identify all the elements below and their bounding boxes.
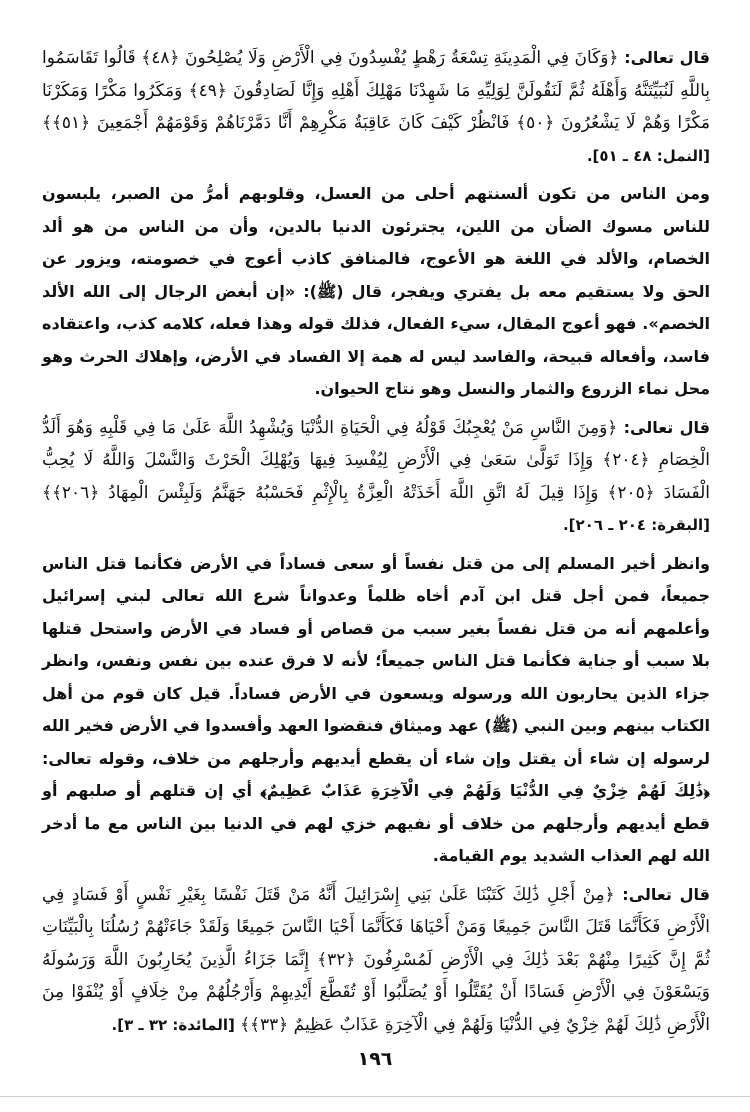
verse-text: ﴿وَكَانَ فِي الْمَدِينَةِ تِسْعَةُ رَهْطٍ يُفْسِدُونَ فِي الْأَرْضِ وَلَا يُصْلِحُونَ ﴿٤٨﴾ قَالُوا تَقَاسَمُوا بِاللَّهِ لَنُبَيِّتَنَّهُ وَأَهْلَهُ ثُمَّ لَنَقُولَنَّ لِوَلِيِّهِ مَا شَهِدْنَا مَهْلِكَ أَهْلِهِ وَإِنَّا لَصَادِقُونَ ﴿٤٩﴾ وَمَكَرُوا مَكْرًا وَمَكَرْنَا مَكْرًا وَهُمْ لَا يَشْعُرُونَ ﴿٥٠﴾ فَانْظُرْ كَيْفَ كَانَ عَاقِبَةُ مَكْرِهِمْ أَنَّا دَمَّرْنَاهُمْ وَقَوْمَهُمْ أَجْمَعِينَ ﴿٥١﴾﴾ [42, 48, 710, 133]
verse-reference: [النمل: ٤٨ ـ ٥١]. [586, 146, 710, 165]
verse-intro: قال تعالى: [618, 48, 710, 67]
verse-reference: [المائدة: ٣٢ ـ ٣]. [111, 1015, 241, 1034]
bottom-divider [0, 1096, 750, 1097]
verse-text: ﴿مِنْ أَجْلِ ذَٰلِكَ كَتَبْنَا عَلَىٰ بَنِي إِسْرَائِيلَ أَنَّهُ مَنْ قَتَلَ نَفْسًا بِغَيْرِ نَفْسٍ أَوْ فَسَادٍ فِي الْأَرْضِ فَكَأَنَّمَا قَتَلَ النَّاسَ جَمِيعًا وَمَنْ أَحْيَاهَا فَكَأَنَّمَا أَحْيَا النَّاسَ جَمِيعًا وَلَقَدْ جَاءَتْهُمْ رُسُلُنَا بِالْبَيِّنَاتِ ثُمَّ إِنَّ كَثِيرًا مِنْهُمْ بَعْدَ ذَٰلِكَ فِي الْأَرْضِ لَمُسْرِفُونَ ﴿٣٢﴾ إِنَّمَا جَزَاءُ الَّذِينَ يُحَارِبُونَ اللَّهَ وَرَسُولَهُ وَيَسْعَوْنَ فِي الْأَرْضِ فَسَادًا أَنْ يُقَتَّلُوا أَوْ يُصَلَّبُوا أَوْ تُقَطَّعَ أَيْدِيهِمْ وَأَرْجُلُهُمْ مِنْ خِلَافٍ أَوْ يُنْفَوْا مِنَ الْأَرْضِ ذَٰلِكَ لَهُمْ خِزْيٌ فِي الدُّنْيَا وَلَهُمْ فِي الْآخِرَةِ عَذَابٌ عَظِيمٌ ﴿٣٣﴾﴾ [42, 884, 711, 1035]
verse-intro: قال تعالى: [617, 417, 710, 437]
verse-block-baqarah [42, 412, 710, 542]
page-body [42, 42, 710, 1041]
verse-block-maidah [42, 879, 710, 1042]
verse-intro: قال تعالى: [614, 884, 710, 904]
commentary-paragraph: وانظر أخير المسلم إلى من قتل نفساً أو سعى فساداً في الأرض فكأنما قتل الناس جميعاً، فمن أجل قتل ابن آدم أخاه ظلماً وعدواناً شرع الله تعالى لبني إسرائيل وأعلمهم أنه من قتل نفساً بغير سبب من قصاص أو فساد في الأرض واستحل قتلها بلا سبب أو جناية فكأنما قتل الناس جميعاً؛ لأنه لا فرق عنده بين نفس ونفس، وانظر جزاء الذين يحاربون الله ورسوله ويسعون في الأرض فساداً. قيل كان قوم من أهل الكتاب بينهم وبين النبي (ﷺ) عهد وميثاق فنقضوا العهد وأفسدوا في الأرض فخير الله لرسوله إن شاء أن يقتل وإن شاء أن يقطع أيديهم وأرجلهم من خلاف، وقوله تعالى: ﴿ذَٰلِكَ لَهُمْ خِزْيٌ فِي الدُّنْيَا وَلَهُمْ فِي الْآخِرَةِ عَذَابٌ عَظِيمٌ﴾ أي إن قتلهم أو صلبهم أو قطع أيديهم وأرجلهم من خلاف أو نفيهم خزي لهم في الدنيا بين الناس مع ما أدخر الله لهم العذاب الشديد يوم القيامة. [42, 553, 710, 865]
verse-reference: [البقرة: ٢٠٤ ـ ٢٠٦]. [562, 516, 710, 534]
verse-text: ﴿وَمِنَ النَّاسِ مَنْ يُعْجِبُكَ قَوْلُهُ فِي الْحَيَاةِ الدُّنْيَا وَيُشْهِدُ اللَّهَ عَلَىٰ مَا فِي قَلْبِهِ وَهُوَ أَلَدُّ الْخِصَامِ ﴿٢٠٤﴾ وَإِذَا تَوَلَّىٰ سَعَىٰ فِي الْأَرْضِ لِيُفْسِدَ فِيهَا وَيُهْلِكَ الْحَرْثَ وَالنَّسْلَ وَاللَّهُ لَا يُحِبُّ الْفَسَادَ ﴿٢٠٥﴾ وَإِذَا قِيلَ لَهُ اتَّقِ اللَّهَ أَخَذَتْهُ الْعِزَّةُ بِالْإِثْمِ فَحَسْبُهُ جَهَنَّمُ وَلَبِئْسَ الْمِهَادُ ﴿٢٠٦﴾﴾ [42, 417, 710, 503]
commentary-paragraph: ومن الناس من تكون ألسنتهم أحلى من العسل، وقلوبهم أمرُّ من الصبر، يلبسون للناس مسوك الضأن من اللين، يجترئون الدنيا بالدين، وأن من الناس من هو ألد الخصام، والألد في اللغة هو الأعوج، فالمنافق كاذب أعوج في خصومته، ويزور عن الحق ولا يستقيم معه بل يفتري ويفجر، قال (ﷺ): «إن أبغض الرجال إلى الله الألد الخصم». فهو أعوج المقال، سيء الفعال، فذلك قوله وهذا فعله، كلامه كذب، واعتقاده فاسد، وأفعاله قبيحة، والفاسد ليس له همة إلا الفساد في الأرض، وإهلاك الحرث وهو محل نماء الزروع والثمار والنسل وهو نتاج الحيوان. [42, 184, 710, 398]
verse-block-naml [42, 42, 710, 172]
page-number: ١٩٦ [357, 1048, 393, 1070]
